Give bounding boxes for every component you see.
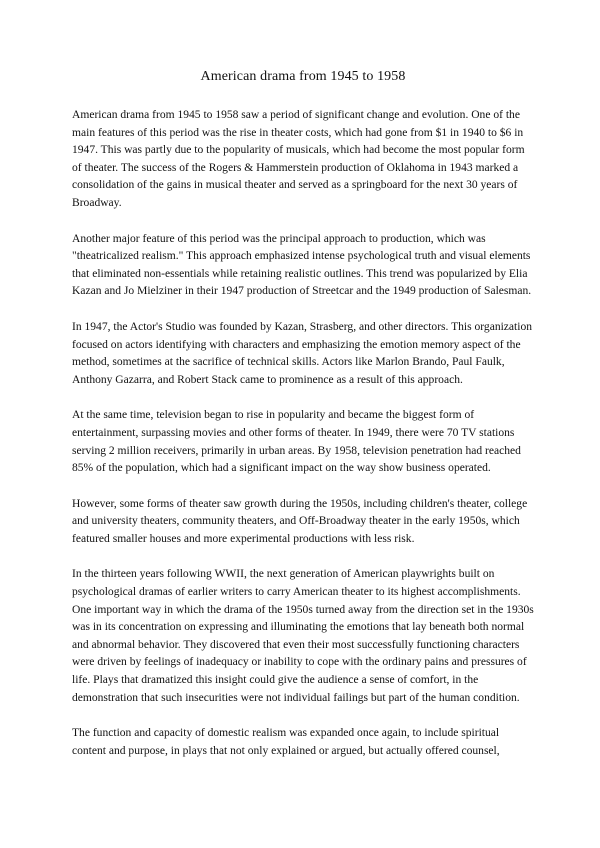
document-title: American drama from 1945 to 1958 xyxy=(200,69,406,84)
paragraph-theater-growth: However, some forms of theater saw growth during the 1950s, including children's theater, college and university theaters, community theaters, and Off-Broadway theater in the early 1950s, which featured smaller houses and more experimental productions with less risk. xyxy=(72,497,528,545)
paragraph-television: At the same time, television began to rise in popularity and became the biggest form of entertainment, surpassing movies and other forms of theater. In 1949, there were 70 TV stations serving 2 million receivers, primarily in urban areas. By 1958, television penetration had reached 85% of the population, which had a significant impact on the way show business operated. xyxy=(72,409,521,475)
paragraph-theater-costs: American drama from 1945 to 1958 saw a period of significant change and evolution. One of the main features of this period was the rise in theater costs, which had gone from $1 in 1940 to $6 in 1947. This was partly due to the popularity of musicals, which had become the most popular form of theater. The success of the Rogers & Hammerstein production of Oklahoma in 1943 marked a consolidation of the gains in musical theater and served as a springboard for the next 30 years of Broadway. xyxy=(72,109,525,209)
paragraph-actors-studio: In 1947, the Actor's Studio was founded by Kazan, Strasberg, and other directors. This organization focused on actors identifying with characters and emphasizing the emotion memory aspect of the method, sometimes at the sacrifice of technical skills. Actors like Marlon Brando, Paul Faulk, Anthony Gazarra, and Robert Stack came to prominence as a result of this approach. xyxy=(72,320,533,386)
document-page xyxy=(72,68,534,778)
paragraph-domestic-realism: The function and capacity of domestic realism was expanded once again, to include spiritual content and purpose, in plays that not only explained or argued, but actually offered counsel, xyxy=(72,727,500,757)
paragraph-theatricalized-realism: Another major feature of this period was the principal approach to production, which was "theatricalized realism." This approach emphasized intense psychological truth and visual elements that eliminated non-essentials while retaining realistic outlines. This trend was popularized by Elia Kazan and Jo Mielziner in their 1947 production of Streetcar and the 1949 production of Salesman. xyxy=(72,232,532,298)
paragraph-playwrights: In the thirteen years following WWII, the next generation of American playwrights built on psychological dramas of earlier writers to carry American theater to its highest accomplishments. One important way in which the drama of the 1950s turned away from the direction set in the 1930s was in its concentration on expressing and illuminating the emotions that lay beneath both normal and abnormal behavior. They discovered that even their most successfully functioning characters were driven by feelings of inadequacy or inability to cope with the ordinary pains and pressures of life. Plays that dramatized this insight could give the audience a sense of comfort, in the demonstration that such insecurities were not individual failings but part of the human condition. xyxy=(72,568,534,704)
